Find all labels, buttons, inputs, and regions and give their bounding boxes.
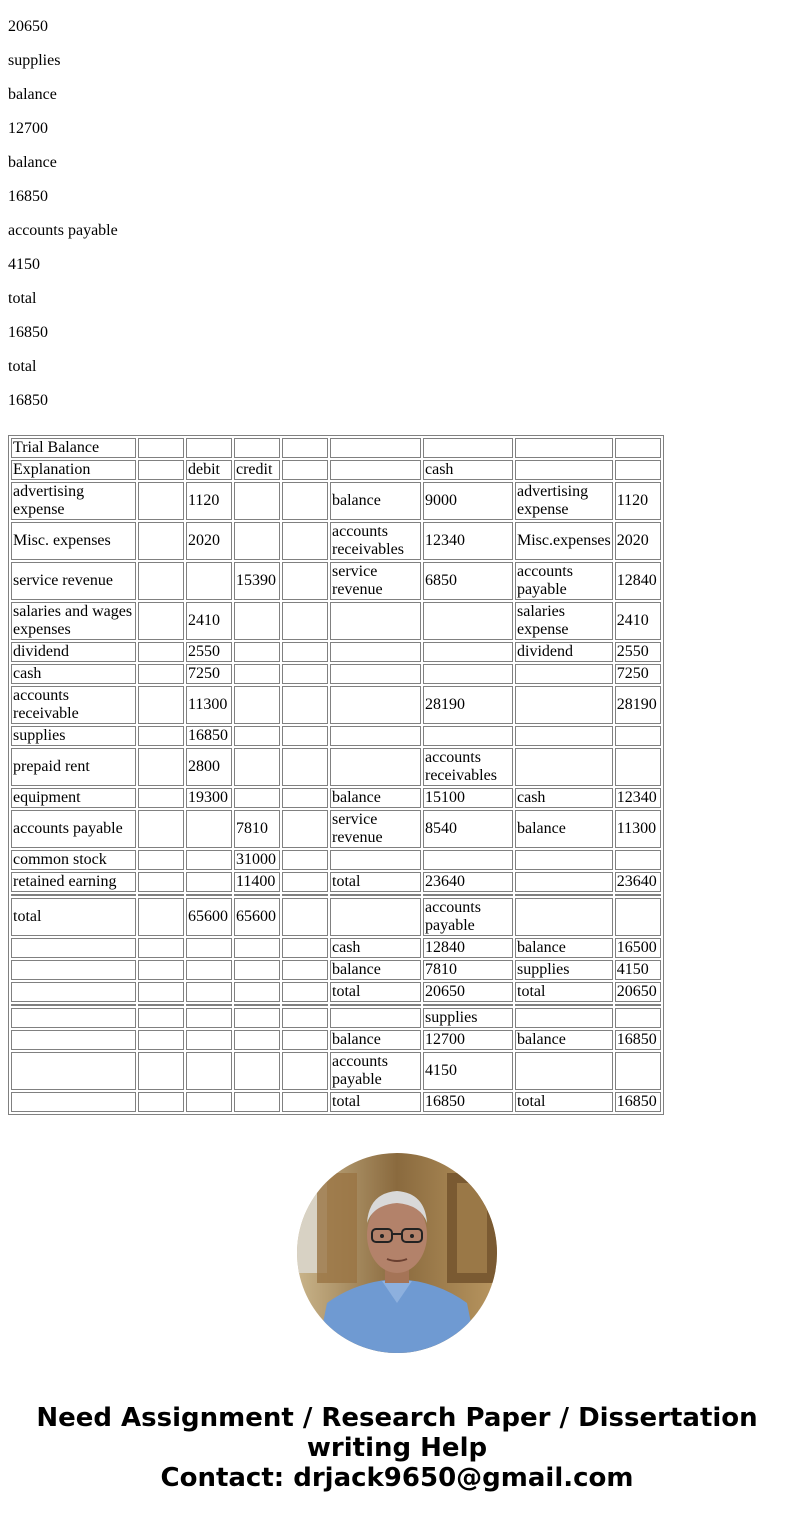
table-cell: 4150 xyxy=(423,1052,513,1090)
separator-cell xyxy=(423,1004,513,1006)
table-cell: accounts receivables xyxy=(330,522,421,560)
table-cell xyxy=(138,748,184,786)
separator-cell xyxy=(615,1004,661,1006)
table-cell xyxy=(186,438,232,458)
table-cell xyxy=(282,642,328,662)
separator-cell xyxy=(330,894,421,896)
table-cell: balance xyxy=(330,1030,421,1050)
table-cell: Explanation xyxy=(11,460,136,480)
table-cell: 7250 xyxy=(615,664,661,684)
table-cell xyxy=(186,850,232,870)
table-cell: 65600 xyxy=(186,898,232,936)
author-avatar xyxy=(297,1153,497,1353)
table-cell xyxy=(330,748,421,786)
text-line: 4150 xyxy=(8,256,40,273)
table-cell: Misc. expenses xyxy=(11,522,136,560)
table-cell xyxy=(138,898,184,936)
separator-cell xyxy=(515,1004,613,1006)
table-cell: 20650 xyxy=(615,982,661,1002)
table-cell xyxy=(186,810,232,848)
table-cell xyxy=(423,642,513,662)
table-cell xyxy=(615,460,661,480)
table-cell xyxy=(234,602,280,640)
table-cell: total xyxy=(330,1092,421,1112)
table-cell: total xyxy=(330,982,421,1002)
table-cell xyxy=(615,726,661,746)
table-cell: Trial Balance xyxy=(11,438,136,458)
table-cell xyxy=(330,642,421,662)
table-cell xyxy=(186,872,232,892)
text-line: 16850 xyxy=(8,324,48,341)
table-cell xyxy=(234,1030,280,1050)
text-line xyxy=(8,0,708,2)
table-cell xyxy=(615,898,661,936)
table-cell: accounts payable xyxy=(330,1052,421,1090)
table-cell: service revenue xyxy=(11,562,136,600)
table-cell xyxy=(138,686,184,724)
table-cell xyxy=(282,438,328,458)
separator-cell xyxy=(234,1004,280,1006)
table-cell xyxy=(138,438,184,458)
table-cell xyxy=(515,438,613,458)
table-cell xyxy=(186,1092,232,1112)
table-cell: accounts payable xyxy=(11,810,136,848)
table-cell xyxy=(282,664,328,684)
table-cell: debit xyxy=(186,460,232,480)
table-cell: 2410 xyxy=(615,602,661,640)
text-line: supplies xyxy=(8,52,61,69)
table-cell: equipment xyxy=(11,788,136,808)
table-cell: cash xyxy=(11,664,136,684)
table-cell: cash xyxy=(515,788,613,808)
table-cell: 7250 xyxy=(186,664,232,684)
table-cell xyxy=(11,960,136,980)
table-cell: 6850 xyxy=(423,562,513,600)
table-cell xyxy=(138,726,184,746)
table-cell: total xyxy=(515,982,613,1002)
table-cell: balance xyxy=(330,960,421,980)
separator-cell xyxy=(615,894,661,896)
separator-cell xyxy=(423,894,513,896)
table-cell xyxy=(282,982,328,1002)
table-cell xyxy=(186,1030,232,1050)
table-row xyxy=(11,460,661,480)
separator-cell xyxy=(186,894,232,896)
table-cell: 16850 xyxy=(186,726,232,746)
table-cell: 2410 xyxy=(186,602,232,640)
table-cell xyxy=(282,1052,328,1090)
table-cell: 28190 xyxy=(423,686,513,724)
table-cell: 12340 xyxy=(423,522,513,560)
table-cell xyxy=(330,664,421,684)
table-cell xyxy=(138,642,184,662)
table-cell: total xyxy=(11,898,136,936)
text-line: accounts payable xyxy=(8,222,118,239)
table-cell: 12840 xyxy=(615,562,661,600)
table-cell xyxy=(186,1052,232,1090)
table-cell: 15390 xyxy=(234,562,280,600)
table-cell: 12340 xyxy=(615,788,661,808)
text-line: total xyxy=(8,358,37,375)
table-cell: credit xyxy=(234,460,280,480)
table-cell: 16850 xyxy=(615,1092,661,1112)
table-row xyxy=(11,982,661,1002)
table-cell: balance xyxy=(515,1030,613,1050)
table-cell: common stock xyxy=(11,850,136,870)
table-cell: 8540 xyxy=(423,810,513,848)
top-text-lines xyxy=(8,0,708,426)
table-cell: prepaid rent xyxy=(11,748,136,786)
table-cell xyxy=(234,438,280,458)
table-cell xyxy=(234,482,280,520)
table-cell: 2550 xyxy=(615,642,661,662)
separator-cell xyxy=(138,894,184,896)
table-cell xyxy=(138,960,184,980)
table-cell: 11300 xyxy=(186,686,232,724)
table-cell xyxy=(234,982,280,1002)
table-row xyxy=(11,960,661,980)
table-cell xyxy=(282,460,328,480)
text-line: total xyxy=(8,290,37,307)
table-cell xyxy=(138,1008,184,1028)
table-cell xyxy=(282,562,328,600)
footer-line-2: writing Help xyxy=(306,1433,488,1463)
table-cell: 12700 xyxy=(423,1030,513,1050)
table-cell xyxy=(186,1008,232,1028)
table-cell xyxy=(282,810,328,848)
table-cell xyxy=(11,982,136,1002)
table-cell xyxy=(423,602,513,640)
table-cell xyxy=(515,1008,613,1028)
table-cell: accounts receivables xyxy=(423,748,513,786)
separator-cell xyxy=(11,894,136,896)
table-cell: 16850 xyxy=(423,1092,513,1112)
table-cell: accounts payable xyxy=(515,562,613,600)
table-cell xyxy=(282,482,328,520)
table-cell xyxy=(138,602,184,640)
table-cell xyxy=(330,602,421,640)
table-cell: supplies xyxy=(515,960,613,980)
table-cell: service revenue xyxy=(330,562,421,600)
table-cell: balance xyxy=(515,938,613,958)
table-cell xyxy=(515,726,613,746)
separator-cell xyxy=(186,1004,232,1006)
footer-line-3: Contact: drjack9650@gmail.com xyxy=(160,1463,634,1493)
table-row xyxy=(11,810,661,848)
table-body xyxy=(11,438,661,1112)
table-cell: supplies xyxy=(423,1008,513,1028)
table-row xyxy=(11,938,661,958)
table-cell: 7810 xyxy=(234,810,280,848)
table-cell xyxy=(282,686,328,724)
text-line: balance xyxy=(8,86,57,103)
table-cell: accounts receivable xyxy=(11,686,136,724)
separator-cell xyxy=(282,894,328,896)
table-cell: dividend xyxy=(515,642,613,662)
table-row xyxy=(11,602,661,640)
table-cell xyxy=(615,1008,661,1028)
table-cell xyxy=(330,726,421,746)
table-cell: 4150 xyxy=(615,960,661,980)
table-cell xyxy=(282,726,328,746)
table-row xyxy=(11,642,661,662)
table-cell xyxy=(186,960,232,980)
portrait-image xyxy=(297,1153,497,1353)
table-cell xyxy=(282,788,328,808)
table-cell xyxy=(515,460,613,480)
table-cell xyxy=(138,788,184,808)
table-cell xyxy=(282,960,328,980)
table-cell: 11300 xyxy=(615,810,661,848)
text-line: 16850 xyxy=(8,392,48,409)
table-cell xyxy=(282,522,328,560)
separator-cell xyxy=(234,894,280,896)
table-cell: total xyxy=(330,872,421,892)
trial-balance-table xyxy=(8,435,664,1115)
table-row xyxy=(11,872,661,892)
table-cell: 20650 xyxy=(423,982,513,1002)
table-cell: retained earning xyxy=(11,872,136,892)
table-cell xyxy=(138,664,184,684)
table-cell xyxy=(138,460,184,480)
table-cell xyxy=(234,522,280,560)
table-cell xyxy=(234,748,280,786)
table-cell xyxy=(234,938,280,958)
table-cell xyxy=(330,686,421,724)
table-cell xyxy=(282,898,328,936)
table-cell: 2550 xyxy=(186,642,232,662)
table-cell xyxy=(234,1092,280,1112)
separator-cell xyxy=(11,1004,136,1006)
table-cell: 2800 xyxy=(186,748,232,786)
table-cell: cash xyxy=(330,938,421,958)
table-cell xyxy=(138,1092,184,1112)
separator-cell xyxy=(330,1004,421,1006)
table-cell xyxy=(282,1092,328,1112)
table-row xyxy=(11,726,661,746)
separator-cell xyxy=(282,1004,328,1006)
table-cell xyxy=(515,850,613,870)
footer-banner xyxy=(0,1403,794,1493)
text-line: 12700 xyxy=(8,120,48,137)
table-cell: Misc.expenses xyxy=(515,522,613,560)
table-cell xyxy=(11,1008,136,1028)
table-cell xyxy=(423,438,513,458)
table-cell: 15100 xyxy=(423,788,513,808)
table-cell xyxy=(138,562,184,600)
table-cell xyxy=(138,850,184,870)
table-cell xyxy=(282,850,328,870)
table-cell xyxy=(423,850,513,870)
table-cell: accounts payable xyxy=(423,898,513,936)
table-cell: 1120 xyxy=(615,482,661,520)
table-cell: supplies xyxy=(11,726,136,746)
table-cell: cash xyxy=(423,460,513,480)
table-cell: 1120 xyxy=(186,482,232,520)
table-cell xyxy=(330,850,421,870)
table-cell xyxy=(234,1052,280,1090)
table-cell: salaries and wages expenses xyxy=(11,602,136,640)
table-cell xyxy=(11,1092,136,1112)
table-cell xyxy=(330,438,421,458)
table-cell xyxy=(282,1008,328,1028)
separator-cell xyxy=(138,1004,184,1006)
table-cell xyxy=(234,1008,280,1028)
table-cell xyxy=(330,1008,421,1028)
table-cell: 23640 xyxy=(615,872,661,892)
table-cell: 2020 xyxy=(615,522,661,560)
table-cell: 28190 xyxy=(615,686,661,724)
table-cell: advertising expense xyxy=(515,482,613,520)
table-cell xyxy=(515,686,613,724)
table-cell: 23640 xyxy=(423,872,513,892)
table-cell xyxy=(11,1030,136,1050)
table-cell xyxy=(330,460,421,480)
table-row xyxy=(11,898,661,936)
table-cell: 16850 xyxy=(615,1030,661,1050)
table-cell xyxy=(515,898,613,936)
table-cell: 2020 xyxy=(186,522,232,560)
table-cell xyxy=(423,726,513,746)
table-cell xyxy=(138,872,184,892)
table-cell xyxy=(423,664,513,684)
table-cell: balance xyxy=(330,788,421,808)
table-row xyxy=(11,482,661,520)
table-row xyxy=(11,522,661,560)
table-cell xyxy=(515,664,613,684)
table-cell xyxy=(282,872,328,892)
table-cell: 65600 xyxy=(234,898,280,936)
table-cell xyxy=(11,938,136,958)
table-cell xyxy=(234,726,280,746)
table-cell: 9000 xyxy=(423,482,513,520)
table-cell xyxy=(234,960,280,980)
table-separator-row xyxy=(11,1004,661,1006)
table-cell: service revenue xyxy=(330,810,421,848)
table-cell xyxy=(234,664,280,684)
table-cell xyxy=(138,982,184,1002)
table-cell xyxy=(515,1052,613,1090)
footer-line-1: Need Assignment / Research Paper / Dissertation xyxy=(36,1403,758,1433)
table-cell: 11400 xyxy=(234,872,280,892)
table-row xyxy=(11,1008,661,1028)
table-cell xyxy=(186,562,232,600)
table-cell: 7810 xyxy=(423,960,513,980)
text-line: 20650 xyxy=(8,18,48,35)
table-cell xyxy=(234,686,280,724)
table-row xyxy=(11,850,661,870)
table-cell xyxy=(234,642,280,662)
table-row xyxy=(11,1092,661,1112)
table-cell: total xyxy=(515,1092,613,1112)
table-row xyxy=(11,1052,661,1090)
separator-cell xyxy=(515,894,613,896)
table-cell xyxy=(615,748,661,786)
table-cell xyxy=(11,1052,136,1090)
table-cell xyxy=(282,1030,328,1050)
table-cell: 12840 xyxy=(423,938,513,958)
table-cell xyxy=(138,810,184,848)
table-cell xyxy=(282,602,328,640)
table-cell xyxy=(330,898,421,936)
text-line: balance xyxy=(8,154,57,171)
table-cell xyxy=(138,938,184,958)
table-cell xyxy=(615,1052,661,1090)
table-row xyxy=(11,686,661,724)
table-cell xyxy=(138,1052,184,1090)
table-cell xyxy=(138,522,184,560)
table-cell xyxy=(515,748,613,786)
table-cell: balance xyxy=(330,482,421,520)
table-row xyxy=(11,1030,661,1050)
table-row xyxy=(11,438,661,458)
table-cell xyxy=(186,938,232,958)
table-separator-row xyxy=(11,894,661,896)
table-cell xyxy=(515,872,613,892)
table-row xyxy=(11,788,661,808)
table-cell xyxy=(615,850,661,870)
table-cell: 31000 xyxy=(234,850,280,870)
table-cell: dividend xyxy=(11,642,136,662)
table-cell xyxy=(282,748,328,786)
table-cell xyxy=(186,982,232,1002)
table-cell xyxy=(282,938,328,958)
table-cell xyxy=(138,1030,184,1050)
table-cell: balance xyxy=(515,810,613,848)
table-cell: salaries expense xyxy=(515,602,613,640)
table-row xyxy=(11,562,661,600)
table-cell: 19300 xyxy=(186,788,232,808)
table-row xyxy=(11,664,661,684)
table-cell xyxy=(615,438,661,458)
table-cell xyxy=(234,788,280,808)
table-row xyxy=(11,748,661,786)
table-cell: advertising expense xyxy=(11,482,136,520)
table-cell: 16500 xyxy=(615,938,661,958)
text-line: 16850 xyxy=(8,188,48,205)
table-cell xyxy=(138,482,184,520)
